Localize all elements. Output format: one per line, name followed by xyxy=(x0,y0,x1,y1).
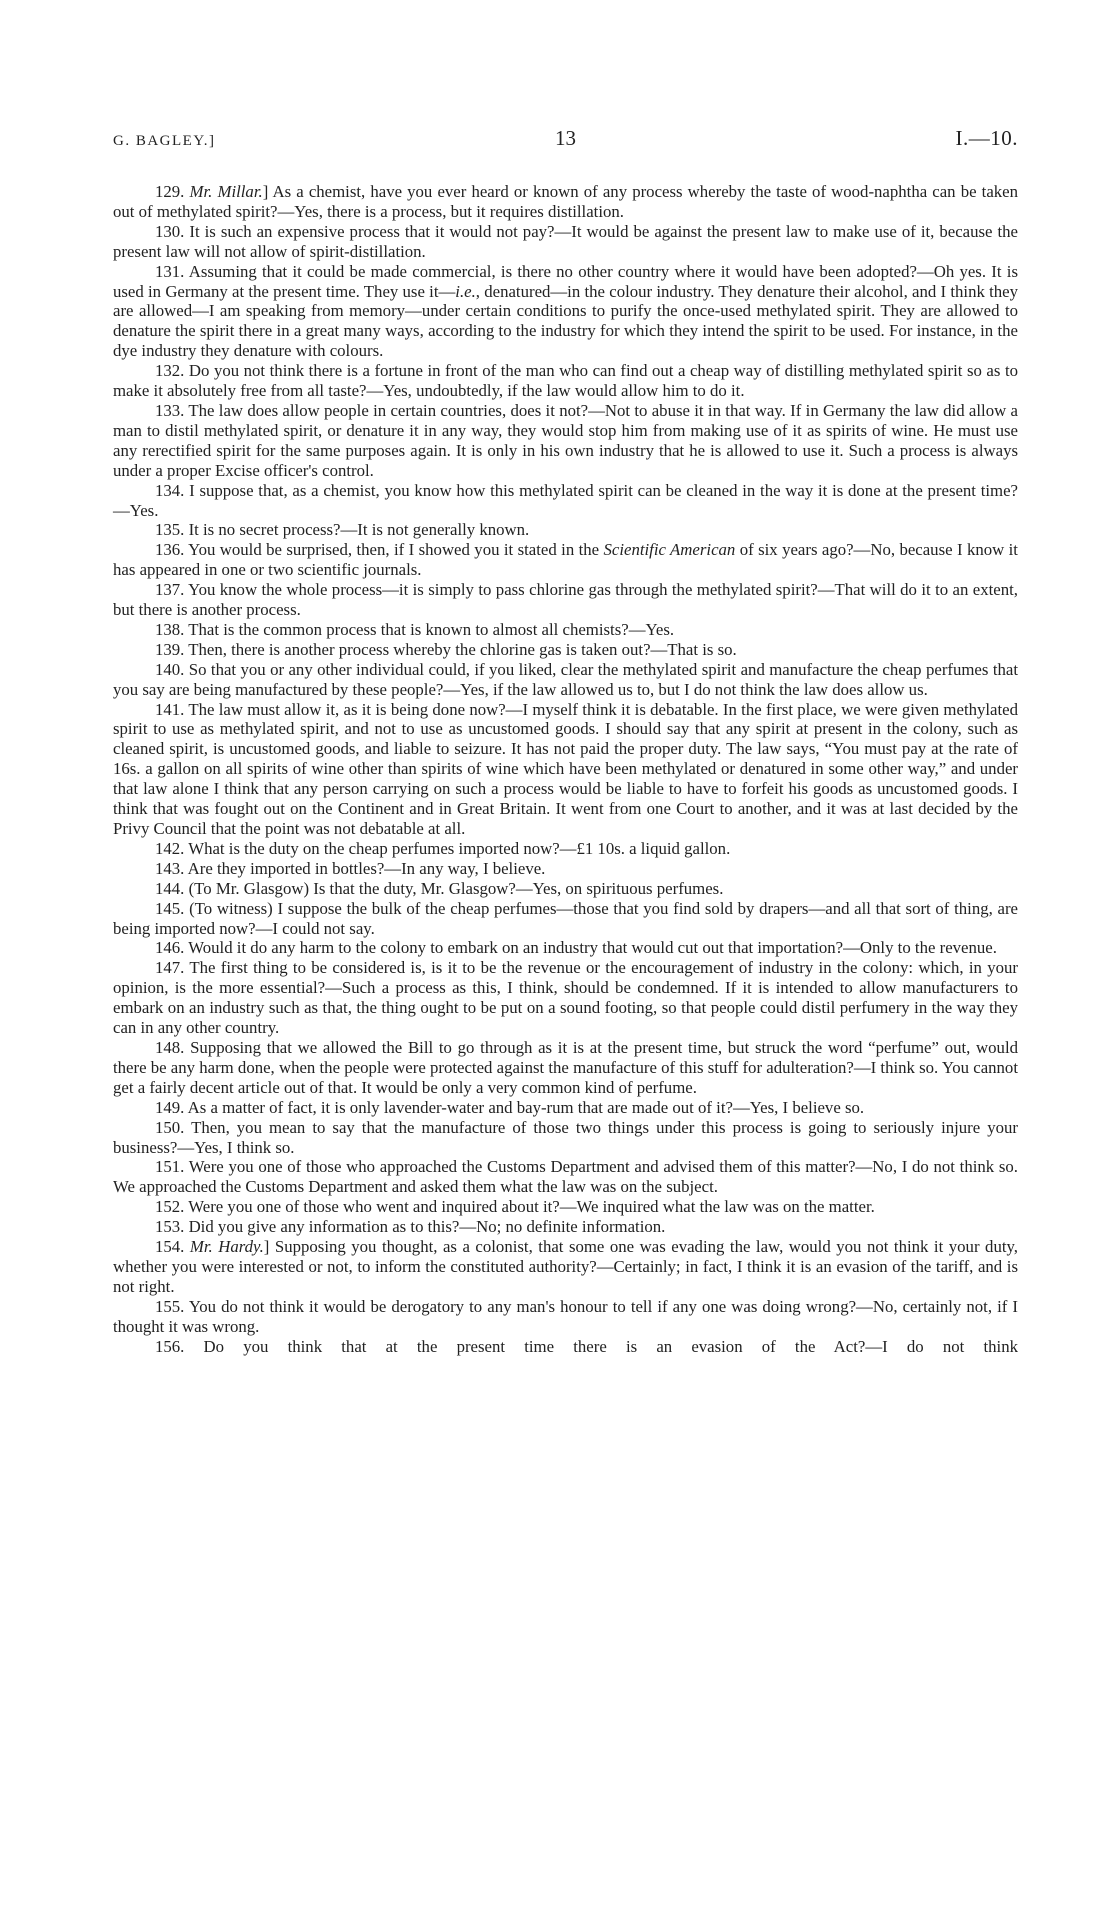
page-number: 13 xyxy=(555,126,576,150)
paragraph-text: 156. Do you think that at the present time there is an evasion of the Act?—I do not think xyxy=(155,1336,1018,1356)
testimony-paragraph xyxy=(113,620,1018,640)
paragraph-text: 150. Then, you mean to say that the manufacture of those two things under this process is going to seriously injure your business?—Yes, I think so. xyxy=(113,1117,1018,1157)
italic-text: Scientific American xyxy=(603,540,736,560)
paragraph-text: 130. It is such an expensive process that it would not pay?—It would be against the present law to make use of it, because the present law will not allow of spirit-distillation. xyxy=(113,221,1018,261)
italic-text: i.e. xyxy=(455,281,476,301)
paragraph-text: ] As a chemist, have you ever heard or known of any process whereby the taste of wood-naphtha can be taken out of methylated spirit?—Yes, there is a process, but it requires distillation. xyxy=(113,182,1019,221)
testimony-paragraph xyxy=(113,958,1018,1038)
testimony-paragraph xyxy=(113,839,1018,859)
paragraph-text: 152. Were you one of those who went and inquired about it?—We inquired what the law was on the matter. xyxy=(155,1197,875,1217)
paragraph-text: 137. You know the whole process—it is simply to pass chlorine gas through the methylated spirit?—That will do it to an extent, but there is another process. xyxy=(113,580,1018,620)
paper-reference: I.—10. xyxy=(955,126,1018,150)
testimony-paragraph xyxy=(113,1038,1018,1098)
paragraph-text: 141. The law must allow it, as it is being done now?—I myself think it is debatable. In the first place, we were given methylated spirit to use as methylated spirit, and not to use as uncustomed goods. I should say that any spirit at present in the colony, such as cleaned spirit, is uncustomed goods, and liable to seizure. It has not paid the proper duty. The law says, “You must pay at the rate of 16s. a gallon on all spirits of wine other than spirits of wine which have been methylated or denatured in some other way,” and under that law alone I think that any person carrying on such a process would be liable to have to forfeit his goods as uncustomed goods. I think that was fought out on the Continent and in Great Britain. It went from one Court to another, and it was at last decided by the Privy Council that the point was not debatable at all. xyxy=(113,699,1018,838)
testimony-paragraph xyxy=(113,640,1018,660)
paragraph-text: ] Supposing you thought, as a colonist, that some one was evading the law, would you not think it your duty, whether you were interested or not, to inform the constituted authority?—Certainly; in fact, I think it is an evasion of the tariff, and is not right. xyxy=(113,1237,1018,1296)
testimony-paragraph xyxy=(113,401,1018,481)
testimony-paragraph xyxy=(113,1337,1018,1357)
paragraph-text: , denatured—in the colour industry. They denature their alcohol, and I think they are allowed—I am speaking from memory—under certain conditions to purify the once-used methylated spirit. They are allowed to denature the spirit there in a great many ways, according to the industry for which they intend the spirit to be used. For instance, in the dye industry they denature with colours. xyxy=(113,281,1018,361)
paragraph-text: 129. xyxy=(155,182,190,201)
paragraph-text: 134. I suppose that, as a chemist, you know how this methylated spirit can be cleaned in the way it is done at the present time?—Yes. xyxy=(113,480,1018,520)
testimony-paragraph xyxy=(113,1197,1018,1217)
paragraph-text: 139. Then, there is another process whereby the chlorine gas is taken out?—That is so. xyxy=(155,639,737,659)
testimony-paragraph xyxy=(113,520,1018,540)
witness-name: G. BAGLEY.] xyxy=(113,133,216,149)
paragraph-text: 143. Are they imported in bottles?—In any way, I believe. xyxy=(155,858,546,878)
testimony-paragraph xyxy=(113,1157,1018,1197)
paragraph-text: of six years ago?—No, because I know it has appeared in one or two scientific journals. xyxy=(113,540,1018,580)
testimony-paragraph xyxy=(113,361,1018,401)
testimony-paragraph xyxy=(113,859,1018,879)
paragraph-text: 138. That is the common process that is known to almost all chemists?—Yes. xyxy=(155,619,675,639)
paragraph-text: 133. The law does allow people in certain countries, does it not?—Not to abuse it in that way. If in Germany the law did allow a man to distil methylated spirit, or denature it in any way, they would stop him from making use of it as spirits of wine. He must use any rerectified spirit for the same purposes again. It is only in his own industry that he is allowed to use it. Such a process is always under a proper Excise officer's control. xyxy=(113,400,1018,480)
paragraph-text: 144. (To Mr. Glasgow) Is that the duty, Mr. Glasgow?—Yes, on spirituous perfumes. xyxy=(155,878,724,898)
paragraph-text: 155. You do not think it would be derogatory to any man's honour to tell if any one was doing wrong?—No, certainly not, if I thought it was wrong. xyxy=(113,1296,1018,1336)
paragraph-text: 151. Were you one of those who approached the Customs Department and advised them of this matter?—No, I do not think so. We approached the Customs Department and asked them what the law was on the subject. xyxy=(113,1157,1018,1197)
testimony-paragraph xyxy=(113,938,1018,958)
paragraph-text: 142. What is the duty on the cheap perfumes imported now?—£1 10s. a liquid gallon. xyxy=(155,838,731,858)
testimony-paragraph xyxy=(113,1217,1018,1237)
testimony-paragraph xyxy=(113,481,1018,521)
paragraph-text: 147. The first thing to be considered is, is it to be the revenue or the encouragement of industry in the colony: which, in your opinion, is the more essential?—Such a process as this, I think, should be condemned. If it is intended to allow manufacturers to embark on an industry such as that, the thing ought to be put on a sound footing, so that people could distil perfumery in the way they can in any other country. xyxy=(113,958,1018,1038)
testimony-paragraph xyxy=(113,262,1018,362)
italic-text: Mr. Hardy. xyxy=(189,1237,264,1257)
testimony-paragraph xyxy=(113,1237,1018,1297)
paragraph-text: 135. It is no secret process?—It is not generally known. xyxy=(155,520,530,540)
paragraph-text: 131. Assuming that it could be made commercial, is there no other country where it would have been adopted?—Oh yes. It is used in Germany at the present time. They use it— xyxy=(113,261,1018,301)
testimony-paragraph xyxy=(113,1297,1018,1337)
testimony-paragraph xyxy=(113,660,1018,700)
page-body xyxy=(113,182,1018,1356)
testimony-paragraph xyxy=(113,182,1018,222)
testimony-paragraph xyxy=(113,899,1018,939)
paragraph-text: 149. As a matter of fact, it is only lavender-water and bay-rum that are made out of it?—Yes, I believe so. xyxy=(155,1097,865,1117)
paragraph-text: 145. (To witness) I suppose the bulk of the cheap perfumes—those that you find sold by drapers—and all that sort of thing, are being imported now?—I could not say. xyxy=(113,898,1018,938)
paragraph-text: 154. xyxy=(155,1237,190,1257)
italic-text: Mr. Millar. xyxy=(189,182,263,201)
testimony-paragraph xyxy=(113,1118,1018,1158)
testimony-paragraph xyxy=(113,1098,1018,1118)
paragraph-text: 136. You would be surprised, then, if I showed you it stated in the xyxy=(155,540,604,560)
paragraph-text: 132. Do you not think there is a fortune in front of the man who can find out a cheap way of distilling methylated spirit so as to make it absolutely free from all taste?—Yes, undoubtedly, if the law would allow him to do it. xyxy=(113,361,1018,401)
testimony-paragraph xyxy=(113,580,1018,620)
testimony-paragraph xyxy=(113,700,1018,839)
page-header xyxy=(113,126,1018,170)
paragraph-text: 153. Did you give any information as to this?—No; no definite information. xyxy=(155,1217,666,1237)
testimony-paragraph xyxy=(113,879,1018,899)
paragraph-text: 148. Supposing that we allowed the Bill to go through as it is at the present time, but struck the word “perfume” out, would there be any harm done, when the people were protected against the manufacture of this stuff for adulteration?—I think so. You cannot get a fairly decent article out of that. It would be only a very common kind of perfume. xyxy=(113,1037,1018,1097)
paragraph-text: 140. So that you or any other individual could, if you liked, clear the methylated spirit and manufacture the cheap perfumes that you say are being manufactured by these people?—Yes, if the law allowed us to, but I do not think the law does allow us. xyxy=(113,659,1018,699)
paragraph-text: 146. Would it do any harm to the colony to embark on an industry that would cut out that importation?—Only to the revenue. xyxy=(155,938,997,958)
testimony-paragraph xyxy=(113,540,1018,580)
testimony-paragraph xyxy=(113,222,1018,262)
